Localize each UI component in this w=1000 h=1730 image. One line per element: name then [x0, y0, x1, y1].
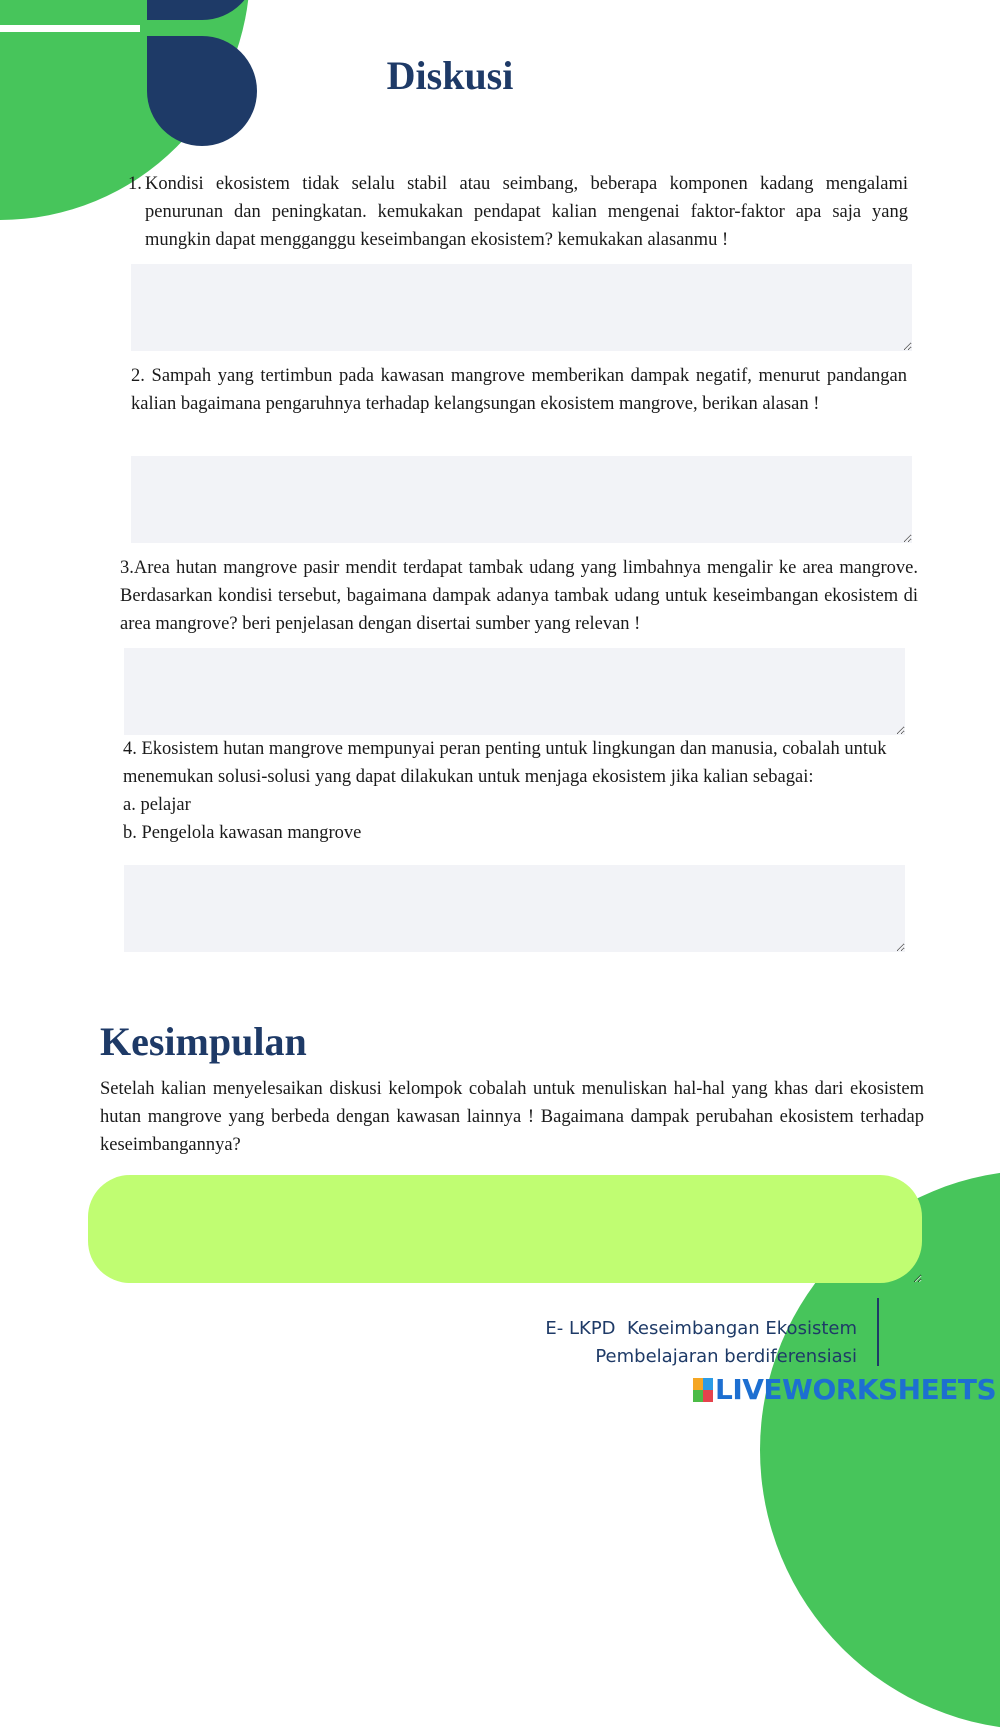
- answer-box-4[interactable]: [124, 865, 905, 952]
- answer-box-1[interactable]: [131, 264, 912, 351]
- liveworksheets-icon: [693, 1378, 713, 1402]
- answer-box-3[interactable]: [124, 648, 905, 735]
- question-4-option-a: a. pelajar: [123, 795, 191, 815]
- question-1-text: Kondisi ekosistem tidak selalu stabil atau seimbang, beberapa komponen kadang mengalami penurunan dan peningkatan. kemukakan pendapat kalian mengenai faktor-faktor apa saja yang mungkin dapat mengganggu keseimbangan ekosistem? kemukakan alasanmu !: [145, 174, 908, 250]
- footer-subtitle: Pembelajaran berdiferensiasi: [595, 1346, 857, 1367]
- footer-divider: [877, 1298, 879, 1366]
- question-4-option-b: b. Pengelola kawasan mangrove: [123, 823, 362, 843]
- conclusion-answer-box[interactable]: [88, 1175, 922, 1283]
- conclusion-title: Kesimpulan: [100, 1019, 307, 1064]
- question-1-number: 1.: [128, 174, 142, 194]
- footer-title: E- LKPD Keseimbangan Ekosistem: [545, 1318, 857, 1339]
- liveworksheets-logo[interactable]: [693, 1373, 996, 1406]
- question-2-text: 2. Sampah yang tertimbun pada kawasan mangrove memberikan dampak negatif, menurut pandangan kalian bagaimana pengaruhnya terhadap kelangsungan ekosistem mangrove, berikan alasan !: [131, 366, 907, 414]
- question-3-text: 3.Area hutan mangrove pasir mendit terdapat tambak udang yang limbahnya mengalir ke area mangrove. Berdasarkan kondisi tersebut, bagaimana dampak adanya tambak udang untuk keseimbangan ekosistem di area mangrove? beri penjelasan dengan disertai sumber yang relevan !: [120, 558, 918, 634]
- question-4-text: 4. Ekosistem hutan mangrove mempunyai peran penting untuk lingkungan dan manusia, cobalah untuk menemukan solusi-solusi yang dapat dilakukan untuk menjaga ekosistem jika kalian sebagai:: [123, 739, 887, 787]
- decorative-white-bar: [0, 25, 140, 32]
- page-title: Diskusi: [386, 53, 514, 98]
- conclusion-text: Setelah kalian menyelesaikan diskusi kelompok cobalah untuk menuliskan hal-hal yang khas dari ekosistem hutan mangrove yang berbeda dengan kawasan lainnya ! Bagaimana dampak perubahan ekosistem terhadap keseimbangannya?: [100, 1079, 924, 1155]
- answer-box-2[interactable]: [131, 456, 912, 543]
- question-4: [123, 735, 928, 847]
- question-1: [128, 170, 908, 254]
- liveworksheets-brand-text: LIVEWORKSHEETS: [715, 1373, 997, 1406]
